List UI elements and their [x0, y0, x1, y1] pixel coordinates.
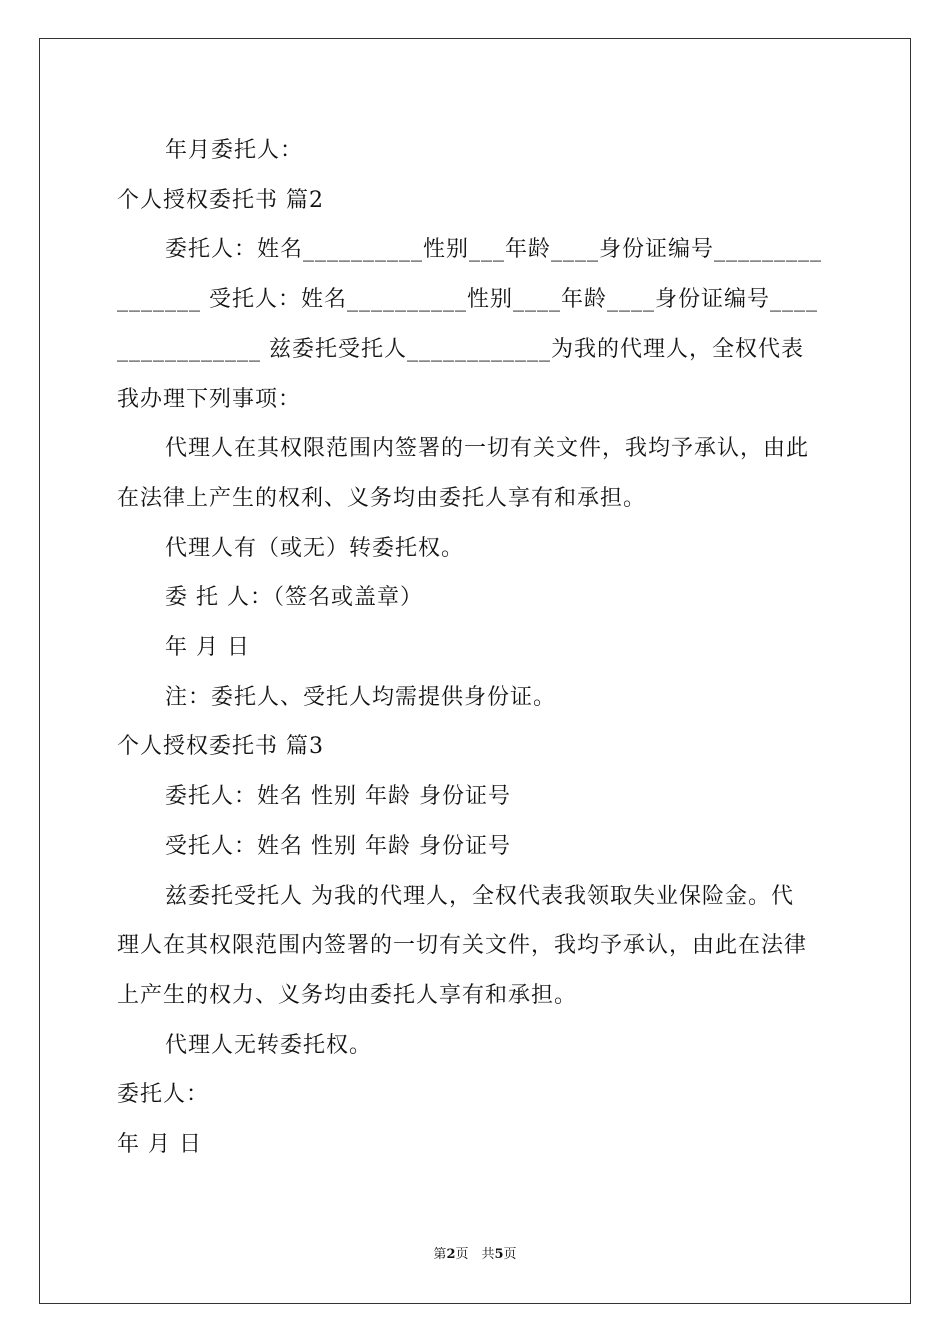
text-line: 委 托 人：（签名或盖章） — [165, 585, 423, 610]
text-line: 年 月 日 — [165, 635, 250, 660]
page-footer — [0, 1246, 950, 1264]
footer-mid: 页 共 — [455, 1247, 495, 1262]
text-line: 受托人：姓名 性别 年龄 身份证号 — [165, 834, 511, 859]
text-line: 个人授权委托书 篇3 — [117, 734, 324, 759]
text-line: 注：委托人、受托人均需提供身份证。 — [165, 685, 557, 710]
text-line: 我办理下列事项： — [117, 387, 302, 412]
text-line: _______ 受托人：姓名__________性别____年龄____身份证编号____ — [117, 287, 818, 312]
text-line: 委托人：姓名__________性别___年龄____身份证编号_________ — [165, 237, 823, 262]
text-line: 代理人在其权限范围内签署的一切有关文件，我均予承认，由此 — [165, 436, 810, 461]
text-line: 代理人有（或无）转委托权。 — [165, 536, 465, 561]
text-line: 年 月 日 — [117, 1132, 202, 1157]
footer-suffix: 页 — [503, 1247, 517, 1262]
text-line: 委托人： — [117, 1082, 210, 1107]
current-page-number: 2 — [446, 1247, 456, 1262]
text-line: 代理人无转委托权。 — [165, 1033, 373, 1058]
text-line: 理人在其权限范围内签署的一切有关文件，我均予承认，由此在法律 — [117, 933, 808, 958]
total-page-count: 5 — [494, 1247, 504, 1262]
text-line: 年月委托人： — [165, 138, 304, 163]
text-line: 委托人：姓名 性别 年龄 身份证号 — [165, 784, 511, 809]
text-line: 上产生的权力、义务均由委托人享有和承担。 — [117, 983, 578, 1008]
footer-prefix: 第 — [433, 1247, 447, 1262]
text-line: 兹委托受托人 为我的代理人，全权代表我领取失业保险金。代 — [165, 884, 794, 909]
text-line: 在法律上产生的权利、义务均由委托人享有和承担。 — [117, 486, 647, 511]
text-line: ____________ 兹委托受托人____________为我的代理人，全权代表 — [117, 337, 804, 362]
text-line: 个人授权委托书 篇2 — [117, 188, 324, 213]
page-border — [39, 38, 911, 1304]
